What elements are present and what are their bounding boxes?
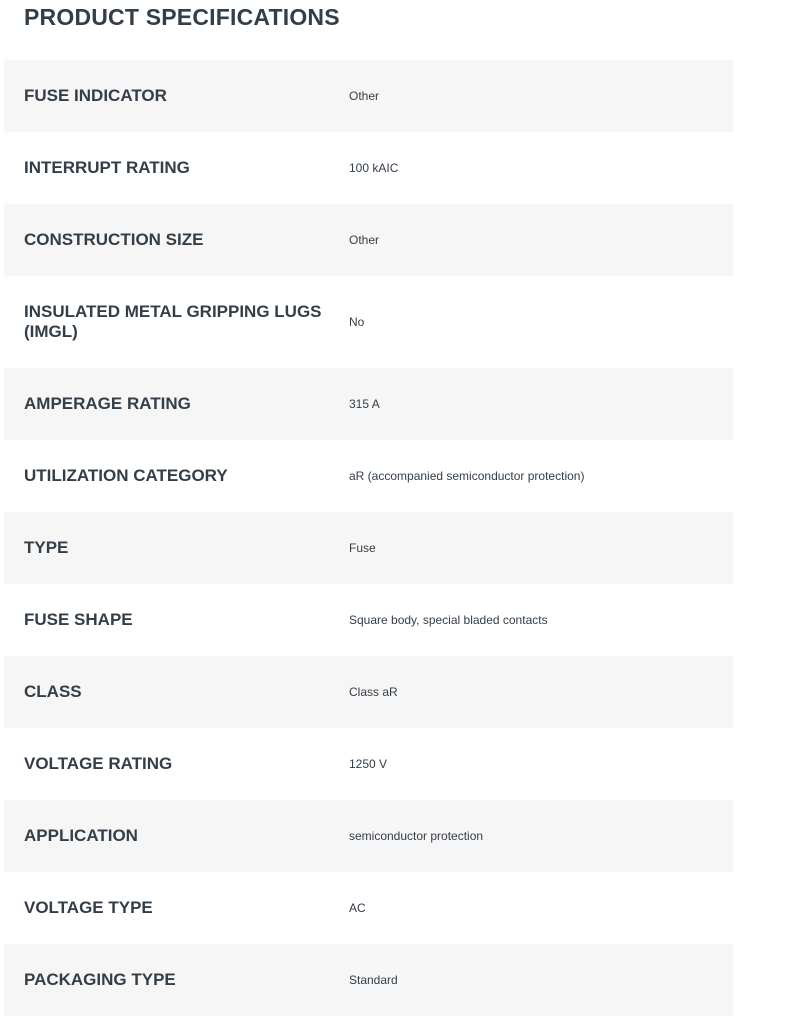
spec-value: Square body, special bladed contacts bbox=[349, 613, 548, 627]
spec-label: VOLTAGE RATING bbox=[24, 754, 173, 773]
spec-value: Class aR bbox=[349, 685, 398, 699]
spec-row-utilization-category bbox=[4, 440, 733, 512]
spec-value: 315 A bbox=[349, 397, 380, 411]
spec-row-fuse-indicator bbox=[4, 60, 733, 132]
spec-row-packaging-type bbox=[4, 944, 733, 1016]
spec-value: 100 kAIC bbox=[349, 161, 399, 175]
spec-label: FUSE INDICATOR bbox=[24, 86, 167, 105]
spec-label: INSULATED METAL GRIPPING LUGS (IMGL) bbox=[24, 302, 322, 341]
spec-row-voltage-rating bbox=[4, 728, 733, 800]
spec-value: AC bbox=[349, 901, 366, 915]
spec-label: FUSE SHAPE bbox=[24, 610, 133, 629]
spec-row-construction-size bbox=[4, 204, 733, 276]
spec-value: aR (accompanied semiconductor protection) bbox=[349, 469, 585, 483]
spec-table bbox=[4, 60, 733, 1016]
spec-value: semiconductor protection bbox=[349, 829, 484, 843]
spec-value: No bbox=[349, 315, 365, 329]
page-title: PRODUCT SPECIFICATIONS bbox=[24, 4, 340, 30]
spec-label: APPLICATION bbox=[24, 826, 138, 845]
spec-value: Other bbox=[349, 89, 380, 103]
spec-row-amperage-rating bbox=[4, 368, 733, 440]
spec-label: TYPE bbox=[24, 538, 69, 557]
spec-value: Fuse bbox=[349, 541, 376, 555]
spec-label: INTERRUPT RATING bbox=[24, 158, 190, 177]
spec-row-type bbox=[4, 512, 733, 584]
spec-row-imgl bbox=[4, 276, 733, 368]
spec-value: Standard bbox=[349, 973, 398, 987]
spec-row-class bbox=[4, 656, 733, 728]
spec-label: CONSTRUCTION SIZE bbox=[24, 230, 204, 249]
spec-label: VOLTAGE TYPE bbox=[24, 898, 153, 917]
spec-label: AMPERAGE RATING bbox=[24, 394, 191, 413]
spec-row-voltage-type bbox=[4, 872, 733, 944]
spec-row-fuse-shape bbox=[4, 584, 733, 656]
spec-label: CLASS bbox=[24, 682, 82, 701]
spec-row-interrupt-rating bbox=[4, 132, 733, 204]
spec-label: PACKAGING TYPE bbox=[24, 970, 176, 989]
spec-value: Other bbox=[349, 233, 380, 247]
spec-label: UTILIZATION CATEGORY bbox=[24, 466, 228, 485]
spec-value: 1250 V bbox=[349, 757, 388, 771]
spec-row-application bbox=[4, 800, 733, 872]
